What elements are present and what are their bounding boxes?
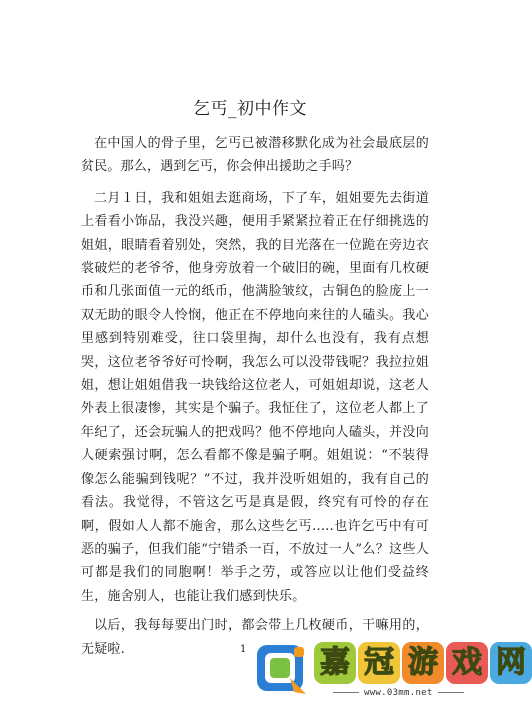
paragraph-story: 二月１日，我和姐姐去逛商场，下了车，姐姐要先去街道上看看小饰品，我没兴趣，便用手紧紧拉着正在仔细挑选的姐姐，眼睛看着别处，突然，我的目光落在一位跪在旁边衣裳破烂的老爷爷，他身旁放着一个破旧的碗，里面有几枚硬币和几张面值一元的纸币，他满脸皱纹，古铜色的脸庞上一双无助的眼令人怜悯，他正在不停地向来往的人磕头。我心里感到特别难受，往口袋里掏，却什么也没有，我有点想哭，这位老爷爷好可怜啊，我怎么可以没带钱呢？我拉拉姐姐，想让姐姐借我一块钱给这位老人，可姐姐却说，这老人外表上很凄惨，其实是个骗子。我怔住了，这位老人都上了年纪了，还会玩骗人的把戏吗？他不停地向人磕头，并没向人硬索强讨啊，怎么看都不像是骗子啊。姐姐说：“不装得像怎么能骗到钱呢？”不过，我并没听姐姐的，我有自己的看法。我觉得，不管这乞丐是真是假，终究有可怜的存在啊，假如人人都不施舍，那么这些乞丐.....也许乞丐中有可恶的骗子，但我们能“宁错杀一百，不放过一人”么？这些人可都是我们的同胞啊！举手之劳，或答应以让他们受益终生，施舍别人，也能让我们感到快乐。 [81, 190, 429, 604]
document-title: 乞丐_初中作文 [193, 99, 307, 119]
paragraph-intro: 在中国人的骨子里，乞丐已被潜移默化成为社会最底层的贫民。那么，遇到乞丐，你会伸出援助之手吗？ [81, 136, 429, 175]
site-logo-icon [254, 642, 308, 696]
page-number: 1 [240, 644, 247, 655]
paragraph-conclusion: 以后，我每每要出门时，都会带上几枚硬币，干嘛用的，无疑啦. [81, 618, 429, 657]
brand-char: 嘉 [314, 642, 356, 684]
brand-char: 戏 [446, 642, 488, 684]
brand-char: 网 [490, 642, 532, 684]
document-body [81, 132, 429, 667]
brand-char: 冠 [358, 642, 400, 684]
site-brand [314, 642, 532, 684]
site-watermark [250, 636, 526, 708]
site-url: www.03mm.net [328, 688, 469, 698]
brand-char: 游 [402, 642, 444, 684]
